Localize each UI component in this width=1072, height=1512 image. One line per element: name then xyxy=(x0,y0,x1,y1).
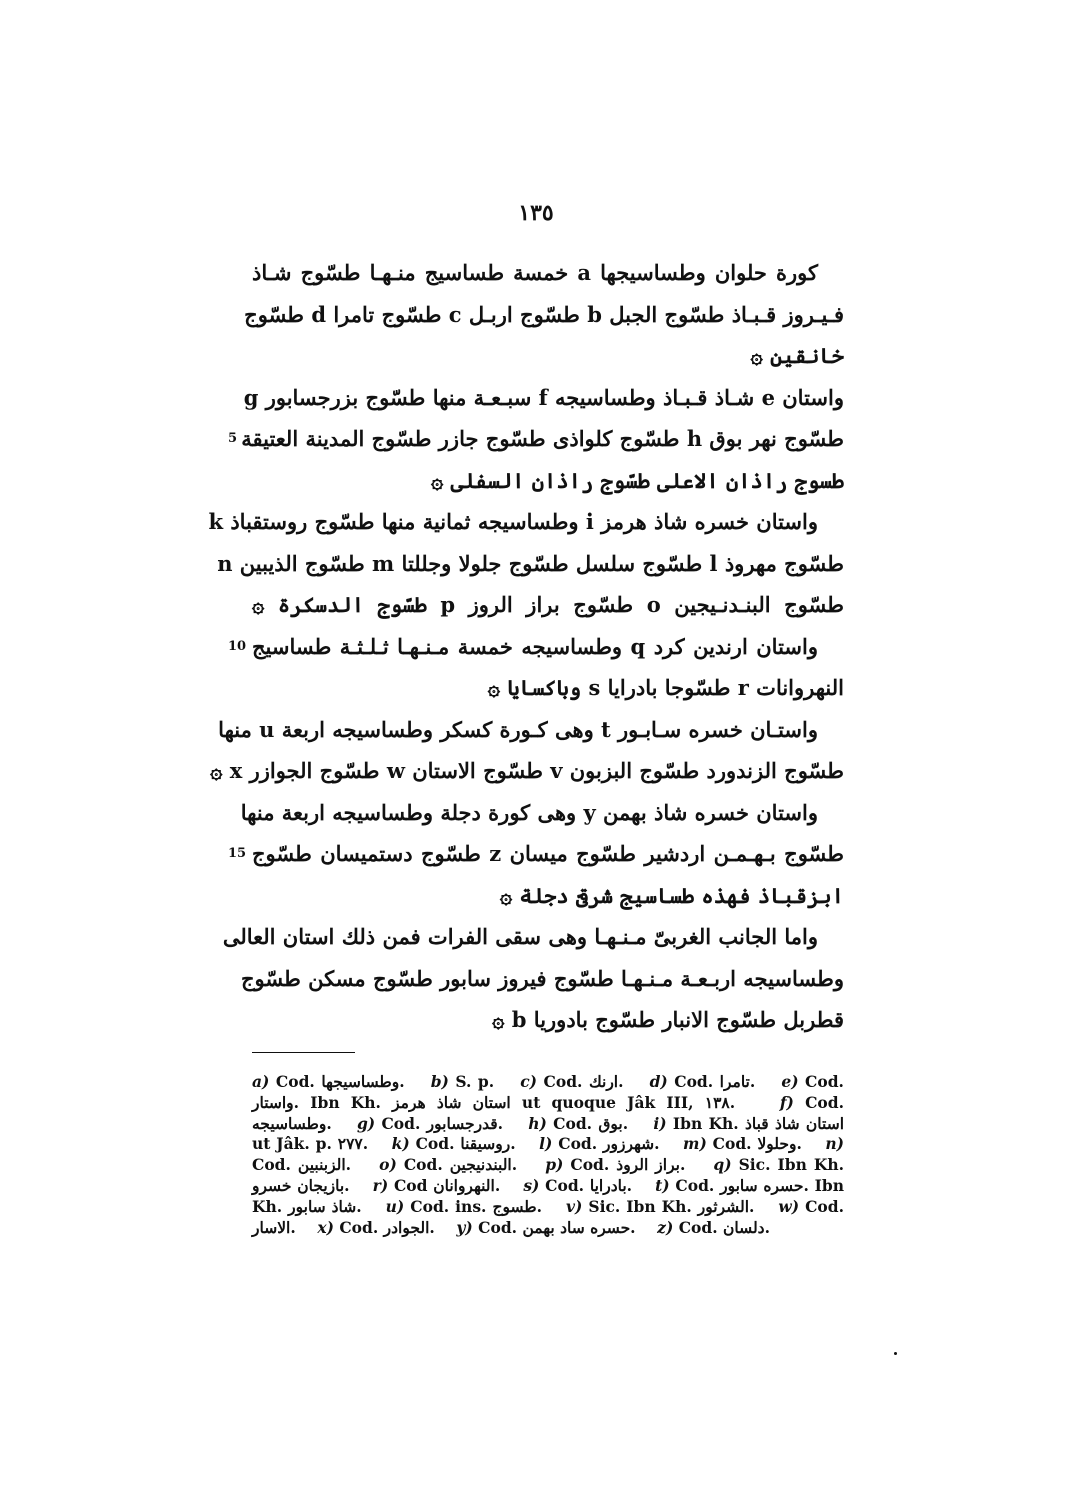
footnote-text: Cod. حسره سابور. Ibn Kh. شاذ سابور. xyxy=(252,1175,844,1216)
footnote-text: Cod. البندنيجين. xyxy=(403,1155,518,1175)
text-line xyxy=(208,501,844,543)
text-line-content: قطربل طسّوج الانبار طسّوج بادوريا b ۞ xyxy=(492,1007,844,1032)
footnotes xyxy=(252,1072,844,1238)
footnote xyxy=(392,1134,516,1153)
page-speck xyxy=(894,1352,897,1355)
footnote-text: Cod. الزبنبين. xyxy=(252,1155,352,1175)
text-line-content: طسّوج البنـدنـيجين o طسّوج براز الروز p طسّوج الدسكرة ۞ xyxy=(252,592,845,617)
footnote-text: Cod. بوق. xyxy=(553,1113,629,1133)
footnote xyxy=(317,1218,434,1237)
text-line-content: طسّوج بـهـمـن اردشير طسّوج ميسان z طسّوج دستميسان طسّوج xyxy=(252,841,844,866)
footnote xyxy=(252,1072,405,1091)
footnote xyxy=(456,1218,635,1237)
text-line xyxy=(222,916,844,958)
footnote-text: Cod. ارنك. xyxy=(543,1072,624,1091)
footnote-mark: a) xyxy=(252,1072,270,1091)
footnote-text: Cod. الاسار. xyxy=(252,1196,844,1237)
text-line-content: واستان ارندين كرد q وطساسيجه خمسة مـنـهـا ثـلـثـة طساسيج xyxy=(252,633,818,659)
text-line-content: واما الجانب الغربىّ مـنـهـا وهى سقى الفرات فمن ذلك استان العالى xyxy=(222,924,818,949)
footnote-text: Cod. شهرزور. xyxy=(558,1134,660,1154)
footnote xyxy=(650,1072,756,1091)
footnote-text: Cod. وطساسيجه. xyxy=(252,1092,844,1133)
footnote-text: Cod. روسيقنا. xyxy=(415,1134,516,1154)
footnote-text: Cod. ins. طسوج. xyxy=(410,1196,543,1216)
footnote xyxy=(566,1197,754,1216)
text-line xyxy=(217,543,844,585)
text-line xyxy=(252,252,844,294)
text-line xyxy=(218,709,844,751)
footnote-mark: n) xyxy=(825,1134,844,1154)
footnote-text: Sic. Ibn Kh. بازيجان خسرو. xyxy=(252,1155,845,1195)
text-line xyxy=(252,335,844,377)
footnote xyxy=(657,1218,770,1237)
text-line xyxy=(228,833,844,875)
footnote-mark: m) xyxy=(683,1134,707,1154)
footnote-mark: s) xyxy=(523,1175,540,1195)
line-number: 15 xyxy=(228,846,247,861)
footnote xyxy=(545,1155,685,1174)
footnote xyxy=(386,1197,542,1216)
text-line-content: طسّوج نهر بوق h طسّوج كلواذى طسّوج جازر طسّوج المدينة العتيقة xyxy=(241,426,844,451)
footnote xyxy=(539,1134,659,1153)
footnote-text: Cod. حسره ساد بهمن. xyxy=(478,1217,636,1237)
footnote-text: Cod. براز الروذ. xyxy=(570,1155,686,1175)
text-line xyxy=(252,875,844,917)
text-line xyxy=(252,460,844,502)
text-line-content: طسّوج الزندورد طسّوج البزبون v طسّوج الاستان w طسّوج الجوازر x ۞ xyxy=(210,758,844,783)
main-text xyxy=(208,252,845,1041)
footnote-mark: c) xyxy=(520,1072,537,1091)
footnote-mark: d) xyxy=(649,1072,668,1091)
footnote-text: Cod. دلسان. xyxy=(678,1217,770,1237)
text-line xyxy=(252,999,844,1041)
footnote-mark: b) xyxy=(430,1072,449,1091)
footnote-mark: y) xyxy=(456,1217,473,1237)
footnote-mark: u) xyxy=(385,1196,405,1216)
footnote-mark: o) xyxy=(379,1155,397,1175)
footnote-mark: r) xyxy=(372,1175,389,1195)
text-line-content: كورة حلوان وطساسيجها a خمسة طساسيج منـهـا طسّوج شـاذ xyxy=(252,260,819,285)
footnote-text: Cod. واستار. Ibn Kh. استان شاذ هرمز ut quoque Jâk III, ١٣٨. xyxy=(252,1072,844,1112)
footnote-rule xyxy=(252,1052,355,1053)
text-line xyxy=(210,750,844,792)
text-line-content: وطساسيجه اربـعـة مـنـهـا طسّوج فيروز سابور طسّوج مسكن طسّوج xyxy=(240,965,844,991)
footnote-text: Ibn Kh. استان شاذ قباذ ut Jâk. p. ٢٧٧. xyxy=(252,1113,844,1154)
footnote-mark: t) xyxy=(655,1175,670,1195)
footnote-mark: g) xyxy=(356,1113,376,1133)
line-number: 5 xyxy=(228,431,238,446)
footnote xyxy=(373,1176,501,1195)
text-line xyxy=(228,626,844,668)
footnote-mark: i) xyxy=(653,1113,667,1133)
text-line xyxy=(252,667,844,709)
footnote-mark: z) xyxy=(657,1217,674,1237)
footnote-text: Cod. تامرا. xyxy=(674,1072,756,1091)
footnote-text: Cod. بادرايا. xyxy=(545,1175,633,1195)
line-number: 10 xyxy=(228,638,247,654)
text-line-content: طسوج راذان الاعلى طسّوج راذان السفلى ۞ xyxy=(430,467,844,493)
footnote xyxy=(357,1114,503,1133)
footnote xyxy=(528,1114,628,1133)
text-line-content: واستان خسره شاذ بهمن y وهى كورة دجلة وطساسيجه اربعة منها xyxy=(240,799,818,825)
footnote xyxy=(520,1072,623,1091)
text-line-content: فـيـروز قـبـاذ طسّوج الجبل b طسّوج اربـل c طسّوج تامرا d طسّوج xyxy=(244,301,844,327)
text-line xyxy=(228,418,844,460)
footnote-mark: v) xyxy=(566,1196,583,1216)
footnote-mark: q) xyxy=(713,1155,732,1175)
text-line-content: واستـان خسره سـابـور t وهى كـورة كسكر وطساسيجه اربعة u منها xyxy=(218,716,818,742)
footnote xyxy=(379,1155,517,1174)
footnote-mark: w) xyxy=(778,1196,800,1216)
text-line xyxy=(240,792,844,834)
footnote-mark: e) xyxy=(781,1072,799,1091)
text-line-content: ابزقباذ فهذه طساسيج شرقىّ دجلة ۞ xyxy=(499,882,844,908)
footnote-text: S. p. xyxy=(455,1072,495,1091)
footnote-text: Cod. قدرجسابور. xyxy=(381,1113,504,1133)
footnote xyxy=(683,1134,802,1153)
footnote-mark: k) xyxy=(391,1134,410,1154)
footnote xyxy=(431,1072,494,1091)
footnote xyxy=(523,1176,632,1195)
footnote-mark: l) xyxy=(539,1134,553,1154)
text-line-content: واستان e شـاذ قـبـاذ وطساسيجه f سبـعـة منها طسّوج بزرجسابور g xyxy=(243,384,844,410)
footnote-text: Cod. الجوادر. xyxy=(339,1217,435,1237)
footnote-text: Cod النهروانان. xyxy=(393,1175,501,1195)
page-number: ١٣٥ xyxy=(518,200,554,226)
text-line-content: واستان خسره شاذ هرمز i وطساسيجه ثمانية منها طسّوج روستقباذ k xyxy=(208,509,818,534)
text-line xyxy=(252,584,844,626)
footnote-mark: f) xyxy=(779,1092,794,1112)
footnote-mark: h) xyxy=(528,1113,547,1133)
text-line xyxy=(243,377,844,419)
footnote-mark: x) xyxy=(317,1217,334,1237)
footnote-text: Cod. وحلولا. xyxy=(712,1134,802,1154)
footnote-text: Cod. وطساسيجها. xyxy=(275,1072,405,1091)
text-line-content: طسّوج مهروذ l طسّوج سلسل طسّوج جلولا وجللتا m طسّوج الذيبين n xyxy=(217,550,844,576)
text-line-content: النهروانات r طسّوجا بادرايا s وباكسايا ۞ xyxy=(487,675,844,700)
text-line xyxy=(240,958,844,1000)
text-line xyxy=(244,294,844,336)
footnote-text: Sic. Ibn Kh. الشرثور. xyxy=(588,1196,755,1216)
text-line-content: خانقين ۞ xyxy=(750,343,844,368)
footnote-mark: p) xyxy=(545,1155,564,1175)
